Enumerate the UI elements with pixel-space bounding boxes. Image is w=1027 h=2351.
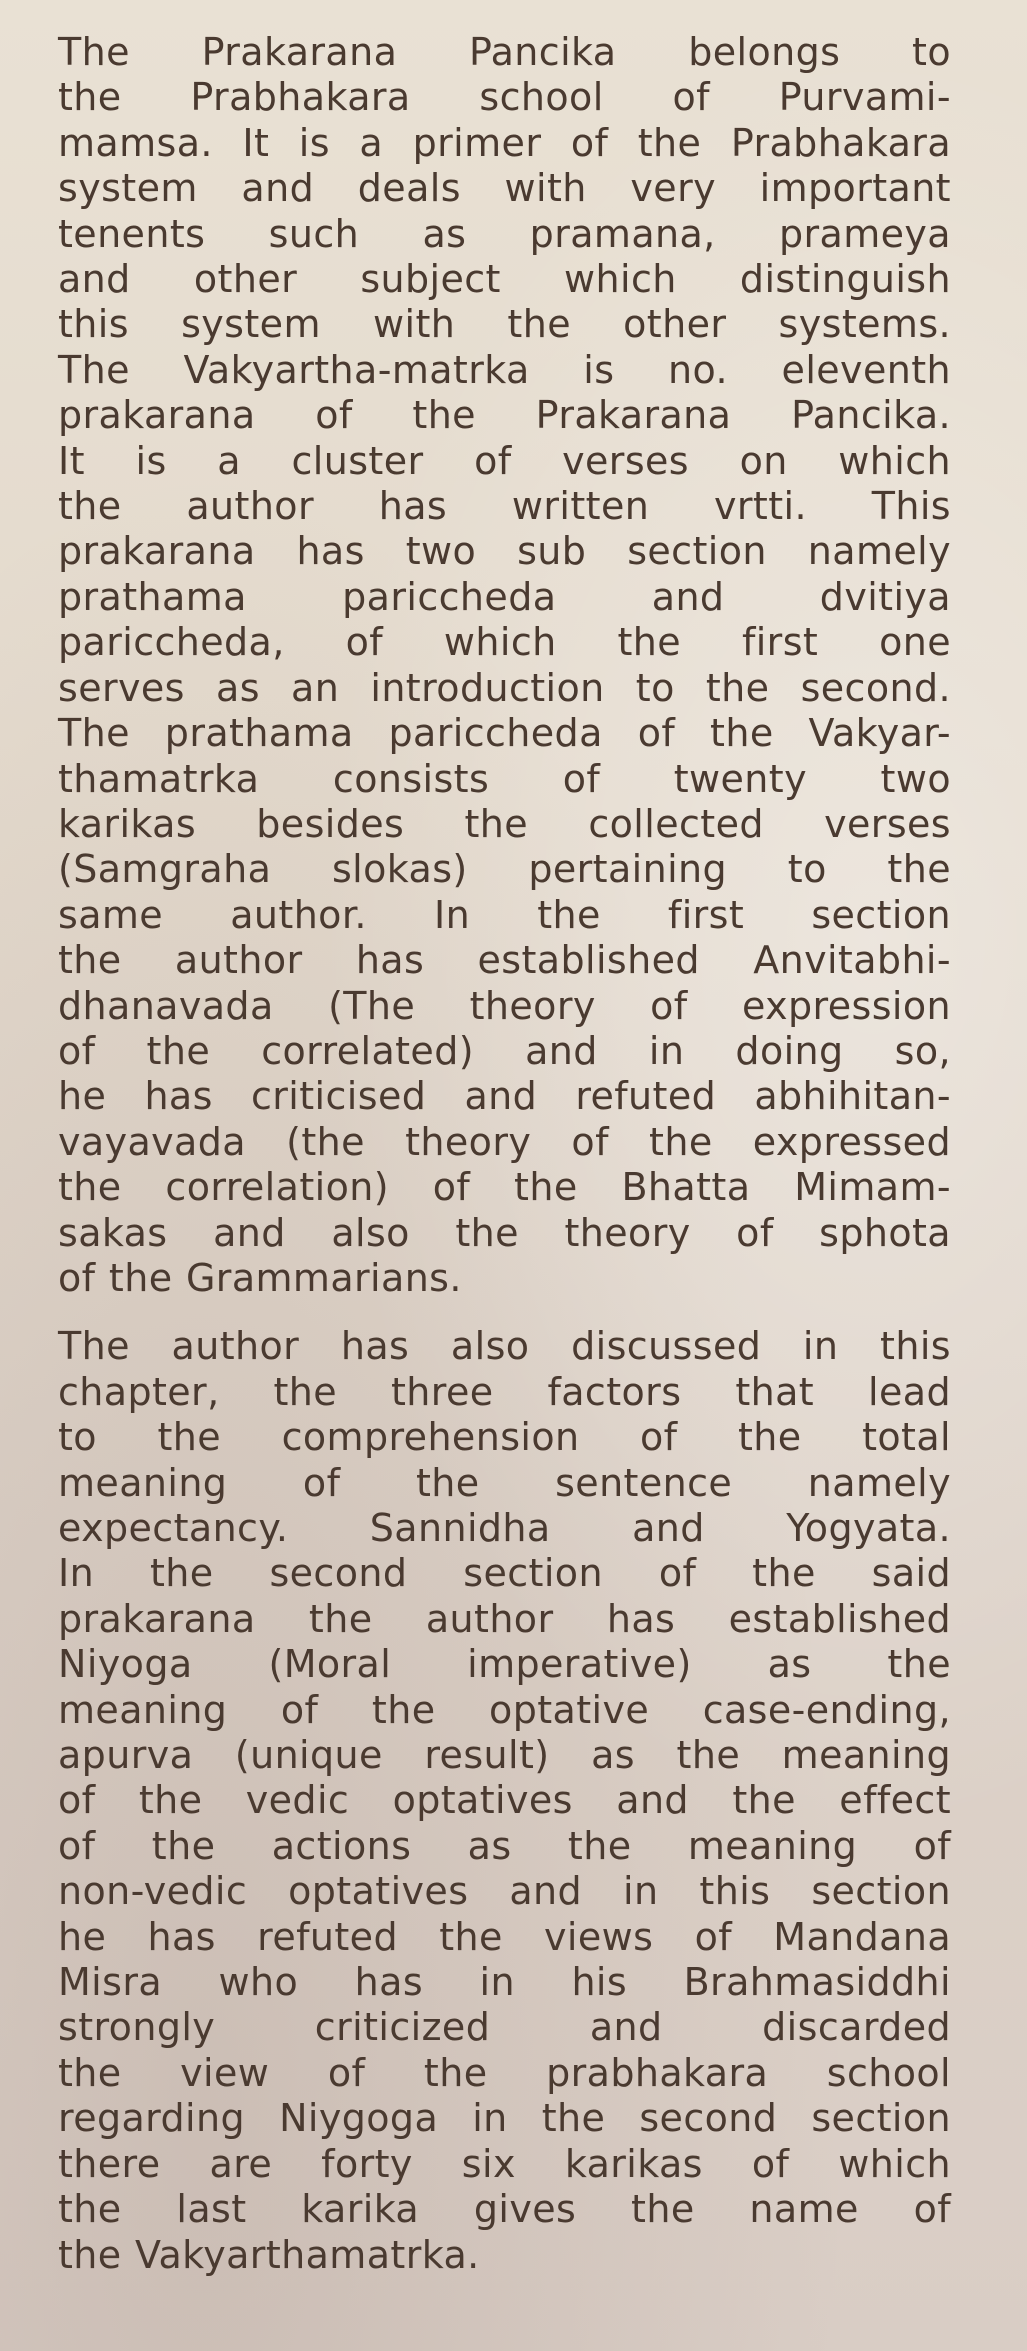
text-line: The Prakarana Pancika belongs to bbox=[58, 30, 951, 74]
text-line: chapter, the three factors that lead bbox=[58, 1369, 951, 1414]
text-line: meaning of the optative case-ending, bbox=[58, 1687, 951, 1732]
text-line: the author has written vrtti. This bbox=[58, 484, 951, 529]
text-line: the Prabhakara school of Purvami- bbox=[58, 75, 951, 120]
text-line: same author. In the first section bbox=[58, 892, 951, 937]
text-line: thamatrka consists of twenty two bbox=[58, 756, 951, 801]
text-line: he has refuted the views of Mandana bbox=[58, 1914, 951, 1959]
text-line: sakas and also the theory of sphota bbox=[58, 1210, 951, 1255]
text-line: prakarana has two sub section namely bbox=[58, 529, 951, 574]
text-line: It is a cluster of verses on which bbox=[58, 438, 951, 483]
text-line: The prathama pariccheda of the Vakyar- bbox=[58, 711, 951, 756]
text-line: of the actions as the meaning of bbox=[58, 1823, 951, 1868]
paragraph-1 bbox=[58, 30, 951, 1301]
text-line: the view of the prabhakara school bbox=[58, 2050, 951, 2095]
text-line: the author has established Anvitabhi- bbox=[58, 938, 951, 983]
text-line: serves as an introduction to the second. bbox=[58, 665, 951, 710]
text-line: expectancy. Sannidha and Yogyata. bbox=[58, 1506, 951, 1550]
text-line: this system with the other systems. bbox=[58, 302, 951, 347]
text-line: The Vakyartha-matrka is no. eleventh bbox=[58, 347, 951, 392]
text-line: In the second section of the said bbox=[58, 1551, 951, 1596]
text-line: apurva (unique result) as the meaning bbox=[58, 1733, 951, 1778]
text-line: The author has also discussed in this bbox=[58, 1324, 951, 1369]
text-line: non-vedic optatives and in this section bbox=[58, 1869, 951, 1914]
text-line: the last karika gives the name of bbox=[58, 2187, 951, 2232]
text-line: of the Grammarians. bbox=[58, 1255, 462, 1300]
text-line: system and deals with very important bbox=[58, 166, 951, 211]
text-line: he has criticised and refuted abhihitan- bbox=[58, 1074, 951, 1119]
text-line: the correlation) of the Bhatta Mimam- bbox=[58, 1165, 951, 1210]
text-line: prathama pariccheda and dvitiya bbox=[58, 574, 951, 619]
text-line: vayavada (the theory of the expressed bbox=[58, 1119, 951, 1164]
text-line: regarding Niygoga in the second section bbox=[58, 2096, 951, 2141]
text-line: prakarana the author has established bbox=[58, 1596, 951, 1641]
text-line: and other subject which distinguish bbox=[58, 257, 951, 302]
text-line: of the vedic optatives and the effect bbox=[58, 1778, 951, 1823]
text-line: dhanavada (The theory of expression bbox=[58, 983, 951, 1028]
text-line: pariccheda, of which the first one bbox=[58, 620, 951, 665]
text-line: prakarana of the Prakarana Pancika. bbox=[58, 393, 951, 438]
text-line: (Samgraha slokas) pertaining to the bbox=[58, 847, 951, 892]
text-line: mamsa. It is a primer of the Prabhakara bbox=[58, 120, 951, 165]
text-line: to the comprehension of the total bbox=[58, 1415, 951, 1460]
paragraph-2 bbox=[58, 1324, 951, 2278]
text-line: tenents such as pramana, prameya bbox=[58, 211, 951, 256]
text-line: strongly criticized and discarded bbox=[58, 2005, 951, 2050]
text-line: the Vakyarthamatrka. bbox=[58, 2232, 480, 2277]
text-line: meaning of the sentence namely bbox=[58, 1460, 951, 1505]
text-line: of the correlated) and in doing so, bbox=[58, 1028, 951, 1073]
text-line: Niyoga (Moral imperative) as the bbox=[58, 1642, 951, 1687]
text-line: there are forty six karikas of which bbox=[58, 2141, 951, 2186]
text-line: Misra who has in his Brahmasiddhi bbox=[58, 1960, 951, 2005]
text-line: karikas besides the collected verses bbox=[58, 801, 951, 846]
